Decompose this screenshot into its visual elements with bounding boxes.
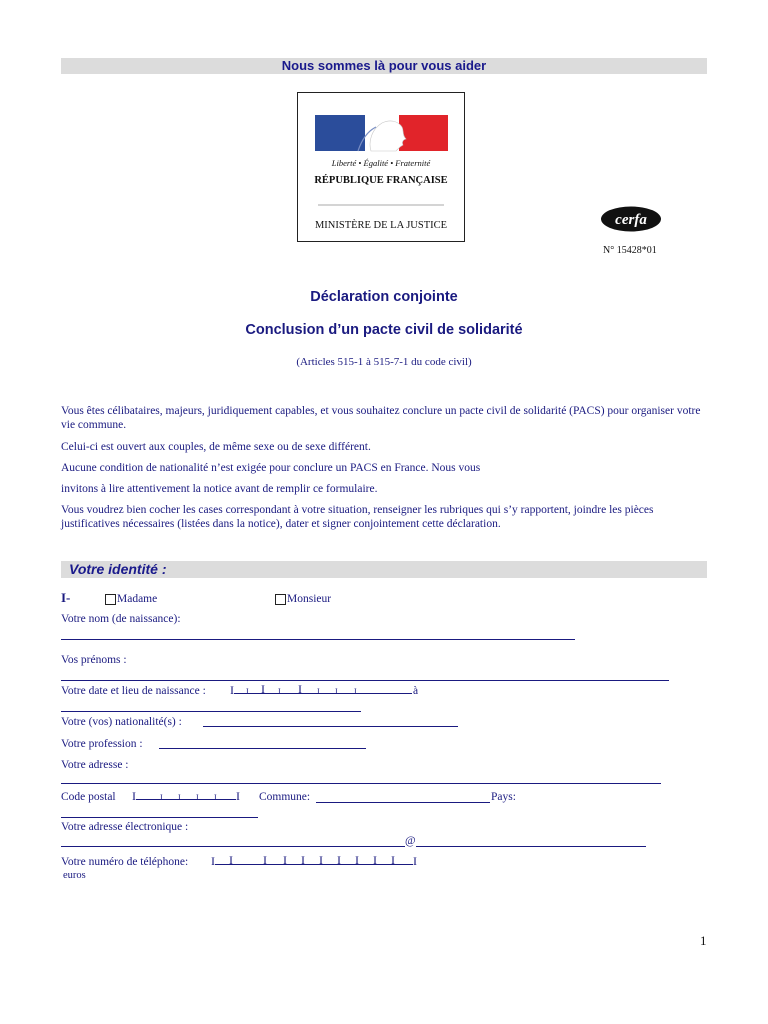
- profession-label: Votre profession :: [61, 738, 143, 750]
- madame-checkbox[interactable]: [105, 594, 116, 605]
- nationalite-label: Votre (vos) nationalité(s) :: [61, 716, 182, 728]
- nom-field[interactable]: [61, 639, 575, 640]
- birthdate-field[interactable]: I I I I I I I I: [230, 682, 412, 697]
- madame-label: Madame: [117, 593, 158, 605]
- subtitle: Conclusion d’un pacte civil de solidarité: [245, 322, 523, 338]
- code-postal-field[interactable]: I I I I I I: [132, 789, 240, 803]
- prenoms-label: Vos prénoms :: [61, 654, 127, 666]
- naissance-label: Votre date et lieu de naissance :: [61, 685, 206, 697]
- prenoms-field[interactable]: [61, 680, 669, 681]
- email-user-field[interactable]: [61, 846, 405, 847]
- nom-label: Votre nom (de naissance):: [61, 613, 181, 625]
- flag-red-band: [399, 115, 448, 151]
- profession-field[interactable]: [159, 748, 366, 749]
- adresse-label: Votre adresse :: [61, 759, 129, 771]
- part-number: I-: [61, 590, 71, 605]
- help-banner: [61, 58, 707, 74]
- intro-paragraph-4: invitons à lire attentivement la notice avant de remplir ce formulaire.: [61, 483, 378, 495]
- cerfa-number: N° 15428*01: [603, 245, 657, 256]
- articles-reference: (Articles 515-1 à 515-7-1 du code civil): [296, 356, 472, 368]
- pays-field[interactable]: [61, 817, 258, 818]
- logo-motto: Liberté • Égalité • Fraternité: [331, 158, 431, 168]
- intro-paragraph-1: Vous êtes célibataires, majeurs, juridiquement capables, et vous souhaitez conclure un pacte civil de solidarité (PACS) pour organiser votre vie commune.: [61, 405, 701, 431]
- pays-label: Pays:: [491, 791, 516, 803]
- email-domain-field[interactable]: [416, 846, 646, 847]
- flag-blue-band: [315, 115, 365, 151]
- intro-paragraph-5: Vous voudrez bien cocher les cases correspondant à votre situation, renseigner les rubriques qui s’y rapportent, joindre les pièces justificatives nécessaires (listées dans la notice), dater et signer conjointement cette déclaration.: [61, 504, 654, 530]
- logo-ministry: MINISTÈRE DE LA JUSTICE: [314, 220, 448, 231]
- intro-paragraph-2: Celui-ci est ouvert aux couples, de même sexe ou de sexe différent.: [61, 441, 371, 453]
- commune-field[interactable]: [316, 802, 490, 803]
- telephone-label: Votre numéro de téléphone:: [61, 856, 189, 868]
- lieu-naissance-field[interactable]: [61, 711, 361, 712]
- nationalite-field[interactable]: [203, 726, 458, 727]
- email-at-sign: @: [405, 835, 416, 847]
- section-title: Votre identité :: [69, 561, 167, 577]
- commune-label: Commune:: [259, 791, 311, 803]
- telephone-field[interactable]: I I I I I I I I I I I: [211, 853, 417, 868]
- main-title: Déclaration conjointe: [310, 289, 458, 305]
- help-text: Nous sommes là pour vous aider: [281, 58, 487, 73]
- intro-paragraph-3: Aucune condition de nationalité n’est exigée pour conclure un PACS en France. Nous vous: [61, 462, 481, 474]
- cerfa-logo-text: cerfa: [615, 212, 647, 228]
- cerfa-logo: [600, 205, 664, 238]
- euros-label: euros: [63, 870, 86, 881]
- monsieur-label: Monsieur: [287, 593, 332, 605]
- naissance-a-label: à: [413, 685, 419, 697]
- code-postal-label: Code postal: [61, 791, 116, 803]
- marianne-emblem: [298, 93, 464, 241]
- page-number: 1: [700, 933, 707, 948]
- email-label: Votre adresse électronique :: [61, 821, 189, 833]
- logo-republic: RÉPUBLIQUE FRANÇAISE: [314, 175, 448, 186]
- adresse-field[interactable]: [61, 783, 661, 784]
- section-identity-header: [61, 561, 707, 578]
- monsieur-checkbox[interactable]: [275, 594, 286, 605]
- ministry-logo: [297, 92, 465, 242]
